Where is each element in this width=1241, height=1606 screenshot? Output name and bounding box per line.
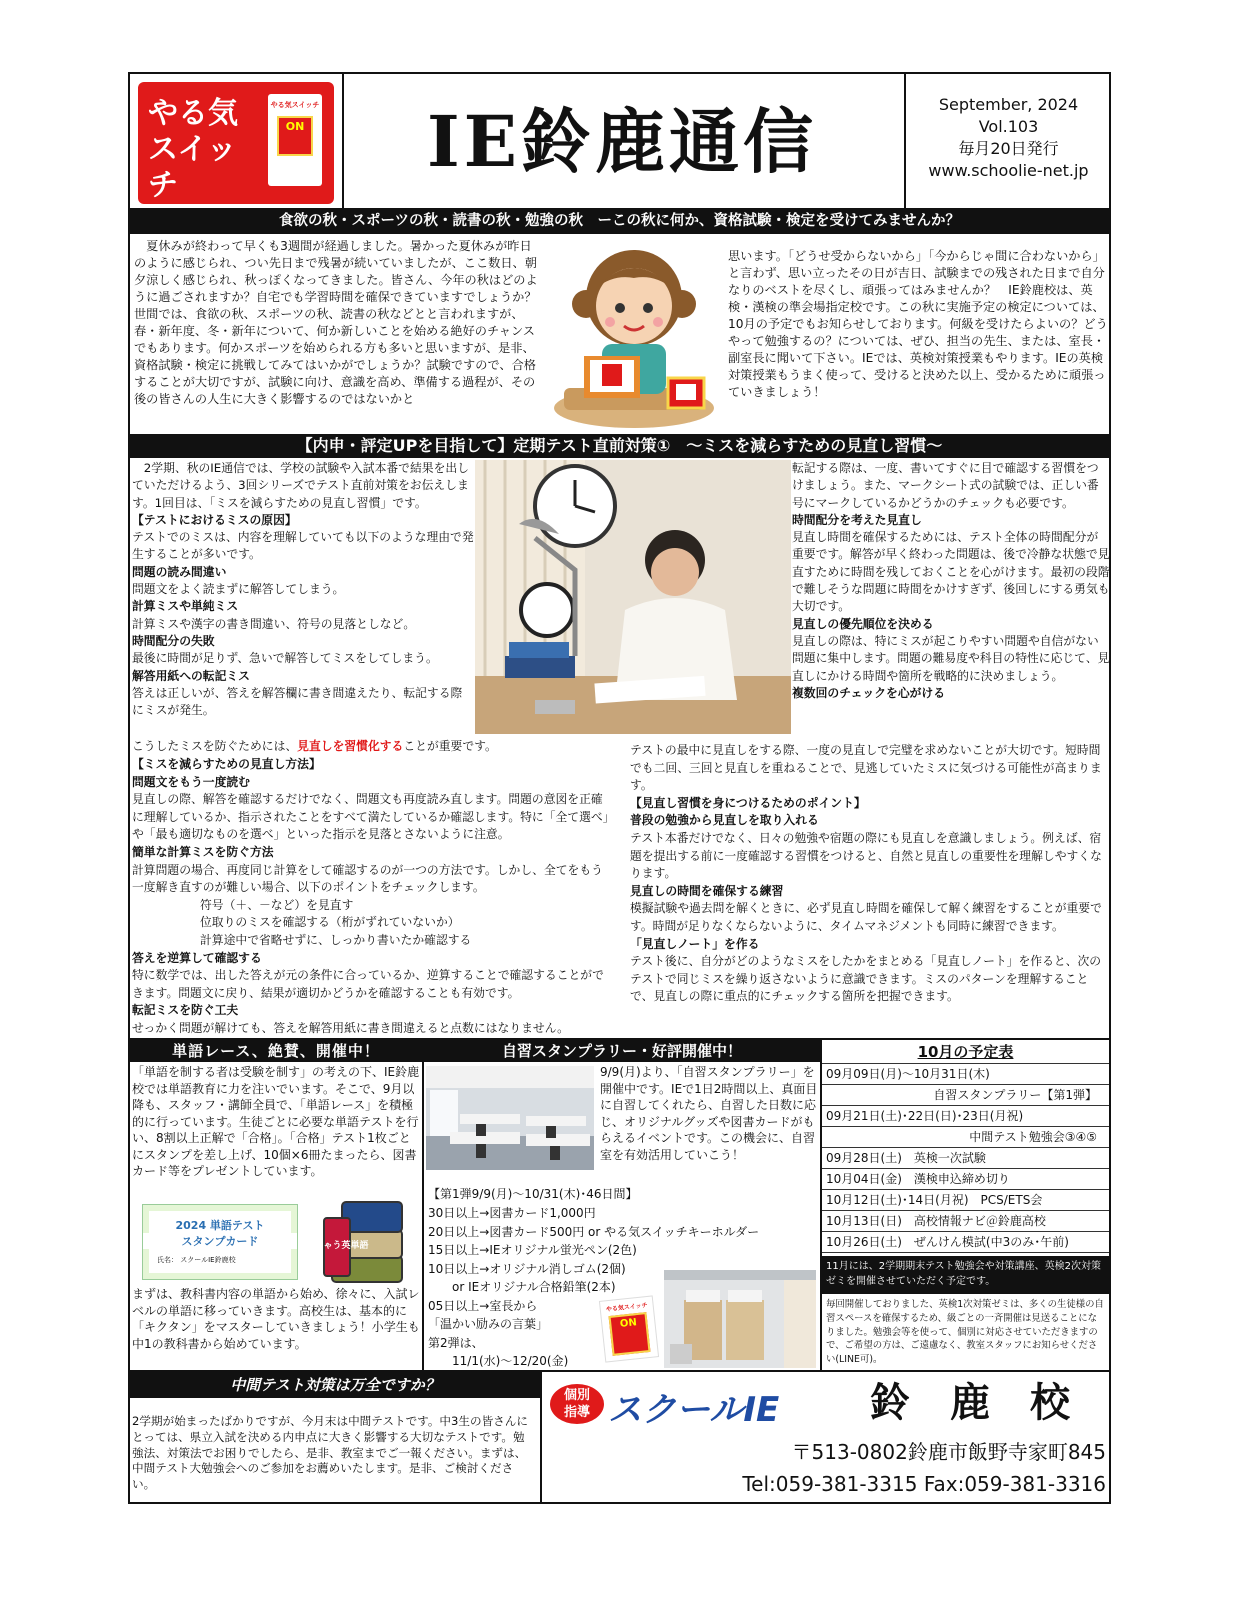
schedule-row: 自習スタンプラリー【第1弾】 xyxy=(822,1085,1109,1106)
stamp-rally-heading: 【第1弾9/9(月)～10/31(木)･46日間】 xyxy=(428,1187,638,1201)
schedule-row: 10月04日(金) 漢検申込締め切り xyxy=(822,1169,1109,1190)
schedule-note-dark: 11月には、2学期期末テスト勉強会や対策講座、英検2次対策ゼミを開催させていただく予定です。 xyxy=(822,1256,1109,1294)
reward-item: 30日以上→図書カード1,000円 xyxy=(428,1206,596,1220)
reward-item: 15日以上→IEオリジナル蛍光ペン(2色) xyxy=(428,1243,637,1257)
paragraph: 計算途中で省略せずに、しっかり書いたか確認する xyxy=(200,932,472,947)
subheading: 【テストにおけるミスの原因】 xyxy=(132,512,297,527)
paragraph: 最後に時間が足りず、急いで解答してミスをしてしまう。 xyxy=(132,651,438,666)
paragraph: テストの最中に見直しをする際、一度の見直しで完璧を求めないことが大切です。短時間でも二回、三回と見直しを重ねることで、見逃していたミスに気づける可能性が高まります。 xyxy=(630,743,1102,793)
schedule-table xyxy=(822,1064,1109,1253)
paragraph: せっかく問題が解けても、答えを解答用紙に書き間違えると点数にはなりません。 xyxy=(132,1020,569,1035)
school-ie-logo: 個別 指導 スクールIE xyxy=(550,1378,806,1430)
section2-mid-line: こうしたミスを防ぐためには、見直しを習慣化することが重要です。 xyxy=(132,739,497,753)
paragraph: 転記する際は、一度、書いてすぐに目で確認する習慣をつけましょう。また、マークシート式の試験では、正しい番号にマークしているかどうかのチェックも必要です。 xyxy=(792,461,1099,510)
subheading: 普段の勉強から見直しを取り入れる xyxy=(630,813,819,828)
section2-left-top xyxy=(132,460,474,742)
paragraph: テストでのミスは、内容を理解していても以下のような理由で発生することが多いです。 xyxy=(132,530,474,562)
issue-url: www.schoolie-net.jp xyxy=(928,161,1089,180)
schedule-row: 09月21日(土)･22日(日)･23日(月祝) xyxy=(822,1106,1109,1127)
book-label: 出ちゃう英単語 xyxy=(305,1241,369,1251)
subheading: 転記ミスを防ぐ工夫 xyxy=(132,1003,239,1018)
subheading: 複数回のチェックを心がける xyxy=(792,685,946,700)
subheading: 問題の読み間違い xyxy=(132,564,227,579)
subheading: 答えを逆算して確認する xyxy=(132,950,262,965)
newsletter-page xyxy=(128,72,1111,1504)
stamp-rally-text: 9/9(月)より、「自習スタンプラリー」を開催中です。IEで1日2時間以上、真面目に自習してくれたら、自習した日数に応じ、オリジナルグッズや図書カードがもらえるイベントです。この機会に、自習室を有効活用していこう！ xyxy=(600,1065,818,1162)
paragraph: 特に数学では、出した答えが元の条件に合っているか、逆算することで確認することができます。問題文に戻り、結果が適切かどうかを確認することも有効です。 xyxy=(132,968,604,1000)
schedule-row: 10月26日(土) ぜんけん模試(中3のみ･午前) xyxy=(822,1232,1109,1253)
book-stack-illustration xyxy=(305,1196,410,1286)
issue-frequency: 毎月20日発行 xyxy=(958,139,1059,158)
paragraph: 問題文をよく読まずに解答してしまう。 xyxy=(132,582,345,597)
subheading: 時間配分の失敗 xyxy=(132,633,215,648)
school-contact: Tel:059-381-3315 Fax:059-381-3316 xyxy=(742,1472,1106,1496)
section1-right-text: 思います。「どうせ受からないから」「今からじゃ間に合わないから」と言わず、思い立ったその日が吉日、試験までの残された日まで自分なりのベストを尽くし、頑張ってはみませんか？ IE鈴鹿校は、英検・漢検の準会場指定校です。この秋に実施予定の検定については、10月の予定でもお知らせしております。何級を受けたらよいの？どうやって勉強するの？については、ぜひ、担当の先生、または、室長・副室長に聞いて下さい。IEでは、英検対策授業もやります。IEの英検対策授業もうまく使って、受けると決めた以上、受かるために頑張っていきましょう！ xyxy=(728,249,1108,399)
midterm-banner: 中間テスト対策は万全ですか？ xyxy=(130,1372,540,1398)
schedule-row: 10月12日(土)･14日(月祝) PCS/ETS会 xyxy=(822,1190,1109,1211)
subheading: 解答用紙への転記ミス xyxy=(132,668,250,683)
midterm-text: 2学期が始まったばかりですが、今月末は中間テストです。中3生の皆さんにとっては、県立入試を決める内申点に大きく影響する大切なテストです。勉強法、対策法でお困りでしたら、是非、教室までご一報ください。まずは、中間テスト大勉強会へのご参加をお薦めいたします。是非、ご検討ください。 xyxy=(132,1414,528,1492)
reward-item: 20日以上→図書カード500円 or やる気スイッチキーホルダー xyxy=(428,1224,760,1239)
reward-item: 10日以上→オリジナル消しゴム(2個) xyxy=(428,1261,626,1276)
section1-left-text: 夏休みが終わって早くも3週間が経過しました。暑かった夏休みが昨日のように感じられ、つい先日まで残暑が続いていましたが、ここ数日、朝夕涼しく感じられ、秋っぽくなってきました。皆さん、今年の秋はどのように過ごされますか？自宅でも学習時間を確保できていますでしょうか？世間では、食欲の秋、スポーツの秋、読書の秋などとと言われますが、春・新年度、冬・新年について、何か新しいことを始める絶好のチャンスでもあります。何かスポーツを始められる方も多いと思いますが、是非、資格試験・検定に挑戦してみてはいかがでしょうか？試験ですので、合格することが大切ですが、試験に向け、意識を高め、準備する過程が、その後の皆さんの人生に大きく影響するのではないかと xyxy=(134,239,538,406)
logo-line2: スイッチ xyxy=(148,132,237,203)
paragraph: 位取りのミスを確認する（桁がずれていないか） xyxy=(200,915,460,930)
schedule-row: 10月13日(日) 高校情報ナビ＠鈴鹿高校 xyxy=(822,1211,1109,1232)
highlight-text: 見直しを習慣化する xyxy=(297,739,404,753)
reward-item: 第2弾は、 xyxy=(428,1335,484,1350)
paragraph: 模擬試験や過去問を解くときに、必ず見直し時間を確保して解く練習をすることが重要です。時間が足りなくならないように、タイムマネジメントも同時に練習できます。 xyxy=(630,901,1102,933)
schedule-title: 10月の予定表 xyxy=(822,1040,1109,1064)
section2-left-bottom xyxy=(132,756,612,1042)
reward-item: 05日以上→室長から xyxy=(428,1298,538,1313)
subheading: 見直しの優先順位を決める xyxy=(792,616,934,631)
schedule-row: 中間テスト勉強会③④⑤ xyxy=(822,1127,1109,1148)
paragraph: テスト後に、自分がどのようなミスをしたかをまとめる「見直しノート」を作ると、次のテストで同じミスを繰り返さないように意識できます。ミスのパターンを理解することで、見直しの際に重点的にチェックする箇所を把握できます。 xyxy=(630,954,1102,1004)
girl-reading-illustration xyxy=(544,238,724,434)
tango-banner: 単語レース、絶賛、開催中！ xyxy=(130,1040,422,1062)
subheading: 時間配分を考えた見直し xyxy=(792,512,922,527)
subheading: 簡単な計算ミスを防ぐ方法 xyxy=(132,844,274,859)
tango-text2: まずは、教科書内容の単語から始め、徐々に、入試レベルの単語に移っていきます。高校生は、基本的に「キクタン」をマスターしていきましょう！小学生も中1の教科書から始めています。 xyxy=(132,1287,420,1351)
logo-line1: やる気 xyxy=(148,96,238,131)
section2-banner: 【内申・評定UPを目指して】定期テスト直前対策① ～ミスを減らすための見直し習慣～ xyxy=(130,434,1109,458)
subheading: 【見直し習慣を身につけるためのポイント】 xyxy=(630,795,866,810)
schedule-row: 09月28日(土) 英検一次試験 xyxy=(822,1148,1109,1169)
studying-student-photo xyxy=(475,460,791,734)
school-name: 鈴 鹿 校 xyxy=(870,1379,1070,1426)
paragraph: 答えは正しいが、答えを解答欄に書き間違えたり、転記する際にミスが発生。 xyxy=(132,685,463,718)
paragraph: 計算問題の場合、再度同じ計算をして確認するのが一つの方法です。しかし、全てをもう一度解き直すのが難しい場合、以下のポイントをチェックします。 xyxy=(132,862,603,895)
issue-info xyxy=(906,94,1111,182)
subheading: 見直しの時間を確保する練習 xyxy=(630,883,784,898)
paragraph: 見直しの際は、特にミスが起こりやすい問題や自信がない問題に集中します。問題の難易度や科目の特性に応じて、見直しにかける時間や箇所を戦略的に決めましょう。 xyxy=(792,633,1110,683)
reward-item: 「温かい励みの言葉」 xyxy=(428,1317,549,1331)
reward-item: 11/1(水)～12/20(金) xyxy=(428,1354,569,1368)
paragraph: 見直しの際、解答を確認するだけでなく、問題文も再度読み直します。問題の意図を正確に理解しているか、指示されたことをすべて満たしているか確認します。特に「全て選べ」や「最も適切なものを選べ」といった指示を見落とさないように注意。 xyxy=(132,792,609,842)
logo-badge: やる気スイッチ ON xyxy=(268,94,322,186)
reward-item: or IEオリジナル合格鉛筆(2本) xyxy=(428,1280,616,1294)
schedule-note-light: 毎回開催しておりました、英検1次対策ゼミは、多くの生徒様の自習スペースを確保するため、級ごとの一斉開催は見送ることになりました。勉強会等を使って、個別に対応させていただきますので、ご希望の方は、ご遠慮なく、教室スタッフにお知らせください(LINE可)。 xyxy=(826,1299,1104,1366)
yaruki-switch-badge: やる気スイッチ ON xyxy=(599,1295,659,1362)
section1-banner: 食欲の秋・スポーツの秋・読書の秋・勉強の秋 ーこの秋に何か、資格試験・検定を受けてみませんか？ xyxy=(130,208,1109,234)
schedule-row: 09月09日(月)～10月31日(木) xyxy=(822,1064,1109,1085)
page-title: IE鈴鹿通信 xyxy=(426,100,818,183)
stamp-card-image: 2024 単語テスト スタンプカード 氏名： スクールIE鈴鹿校 xyxy=(142,1204,298,1280)
section2-right-bottom xyxy=(630,742,1108,1042)
section2-right-top xyxy=(792,460,1110,742)
issue-date: September, 2024 xyxy=(938,95,1079,114)
school-address: 〒513-0802鈴鹿市飯野寺家町845 xyxy=(791,1440,1106,1464)
study-room-photo xyxy=(426,1066,594,1170)
paragraph: テスト本番だけでなく、日々の勉強や宿題の際にも見直しを意識しましょう。例えば、宿題を提出する前に一度確認する習慣をつけると、自然と見直しの重要性を理解しやすくなります。 xyxy=(630,830,1102,881)
paragraph: 2学期、秋のIE通信では、学校の試験や入試本番で結果を出していただけるよう、3回シリーズでテスト直前対策をお伝えします。1回目は、「ミスを減らすための見直し習慣」です。 xyxy=(132,461,469,510)
subheading: 問題文をもう一度読む xyxy=(132,774,250,789)
stamp-rally-banner: 自習スタンプラリー・好評開催中！ xyxy=(424,1040,820,1062)
logo xyxy=(138,82,334,204)
subheading: 【ミスを減らすための見直し方法】 xyxy=(132,757,321,771)
tango-text1: 「単語を制する者は受験を制す」の考えの下、IE鈴鹿校では単語教育に力を注いでいます。そこで、9月以降も、スタッフ・講師全員で、「単語レース」を積極的に行っています。生徒ごとに必要な単語テストを行い、8割以上正解で「合格」。「合格」テスト1枚ごとにスタンプを差し上げ、10個×6冊たまったら、図書カード等をプレゼントしています。 xyxy=(132,1065,420,1178)
paragraph: 見直し時間を確保するためには、テスト全体の時間配分が重要です。解答が早く終わった問題は、後で冷静な状態で見直すために時間を残しておくことを心がけます。最初の段階で難しそうな問題に時間をかけすぎず、後回しにする勇気も大切です。 xyxy=(792,530,1110,614)
paragraph: 計算ミスや漢字の書き間違い、符号の見落としなど。 xyxy=(132,616,416,631)
subheading: 計算ミスや単純ミス xyxy=(132,599,239,614)
study-booth-photo xyxy=(664,1270,816,1368)
subheading: 「見直しノート」を作る xyxy=(630,936,760,951)
paragraph: 符号（＋、－など）を見直す xyxy=(200,897,354,912)
issue-vol: Vol.103 xyxy=(978,117,1039,136)
